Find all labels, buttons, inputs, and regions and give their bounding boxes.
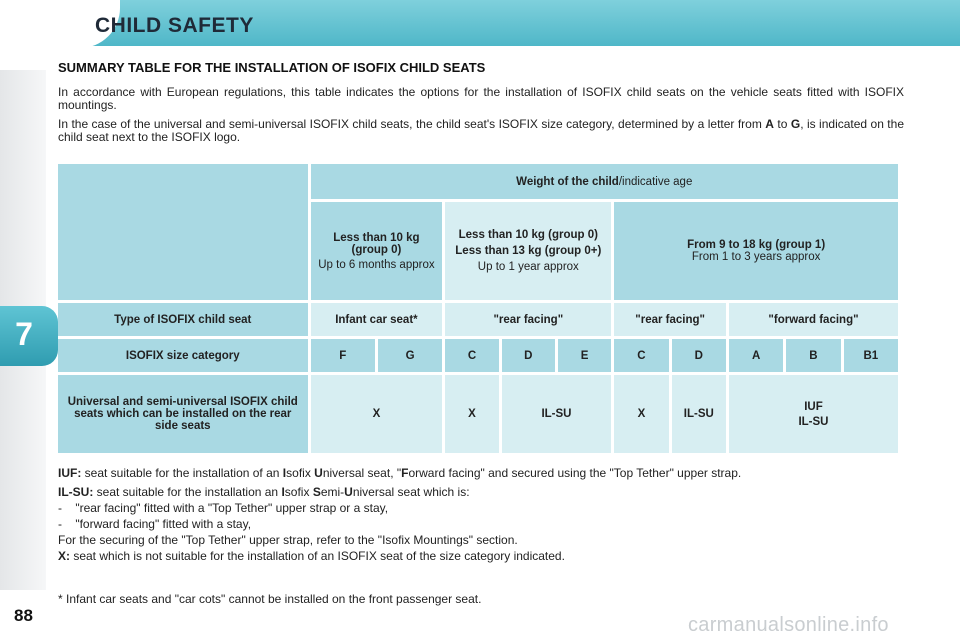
group-0plus-header: Less than 10 kg (group 0) Less than 13 kg (group 0+) Up to 1 year approx <box>445 202 611 300</box>
footnote: * Infant car seats and "car cots" cannot be installed on the front passenger seat. <box>58 592 482 606</box>
size-cell: E <box>558 339 611 372</box>
size-cell: G <box>378 339 442 372</box>
note-iuf: IUF: seat suitable for the installation of an Isofix Universal seat, "Forward facing" and secured using the "Top Tether" upper strap. <box>58 466 742 480</box>
note-x: X: seat which is not suitable for the installation of an ISOFIX seat of the size category indicated. <box>58 549 565 563</box>
size-cell: D <box>672 339 726 372</box>
note-il-su: IL-SU: seat suitable for the installation an Isofix Semi-Universal seat which is: <box>58 485 470 499</box>
size-cell: C <box>445 339 498 372</box>
weight-header: Weight of the child/indicative age <box>311 164 898 199</box>
note-bullet: - "rear facing" fitted with a "Top Tether" upper strap or a stay, <box>58 501 389 515</box>
size-row-label: ISOFIX size category <box>58 339 308 372</box>
note-bullet: - "forward facing" fitted with a stay, <box>58 517 252 531</box>
note-securing: For the securing of the "Top Tether" upper strap, refer to the "Isofix Mountings" section. <box>58 533 518 547</box>
intro-paragraph-1: In accordance with European regulations, this table indicates the options for the installation of ISOFIX child seats on the vehicle seats fitted with ISOFIX mountings. <box>58 85 904 112</box>
chapter-title: CHILD SAFETY <box>95 14 254 37</box>
rear-seat-value: X <box>614 375 668 453</box>
section-title: SUMMARY TABLE FOR THE INSTALLATION OF ISOFIX CHILD SEATS <box>58 60 486 75</box>
type-cell: "rear facing" <box>445 303 611 336</box>
watermark: carmanualsonline.info <box>688 614 889 636</box>
page-number: 88 <box>14 606 33 625</box>
type-cell: "rear facing" <box>614 303 726 336</box>
rear-seat-value: X <box>311 375 443 453</box>
rear-seat-value: IL-SU <box>502 375 612 453</box>
isofix-summary-table <box>55 161 901 456</box>
type-cell: Infant car seat* <box>311 303 443 336</box>
rear-seat-value-group-1: IUF IL-SU <box>729 375 898 453</box>
table-corner <box>58 164 308 300</box>
intro-paragraph-2: In the case of the universal and semi-universal ISOFIX child seats, the child seat's ISOFIX size category, determined by a letter from A to G, is indicated on the child seat next to the ISOFIX logo. <box>58 117 904 144</box>
size-cell: B <box>786 339 840 372</box>
type-cell: "forward facing" <box>729 303 898 336</box>
size-cell: C <box>614 339 668 372</box>
group-1-header: From 9 to 18 kg (group 1) From 1 to 3 years approx <box>614 202 898 300</box>
rear-seats-row-label: Universal and semi-universal ISOFIX child seats which can be installed on the rear side seats <box>58 375 308 453</box>
size-cell: D <box>502 339 555 372</box>
size-cell: A <box>729 339 783 372</box>
legend-notes <box>58 465 908 564</box>
rear-seat-value: IL-SU <box>672 375 726 453</box>
chapter-number: 7 <box>15 316 33 352</box>
intro-section <box>58 60 904 150</box>
rear-seat-value: X <box>445 375 498 453</box>
size-cell: B1 <box>844 339 898 372</box>
size-cell: F <box>311 339 375 372</box>
type-row-label: Type of ISOFIX child seat <box>58 303 308 336</box>
group-0-header: Less than 10 kg (group 0) Up to 6 months approx <box>311 202 443 300</box>
